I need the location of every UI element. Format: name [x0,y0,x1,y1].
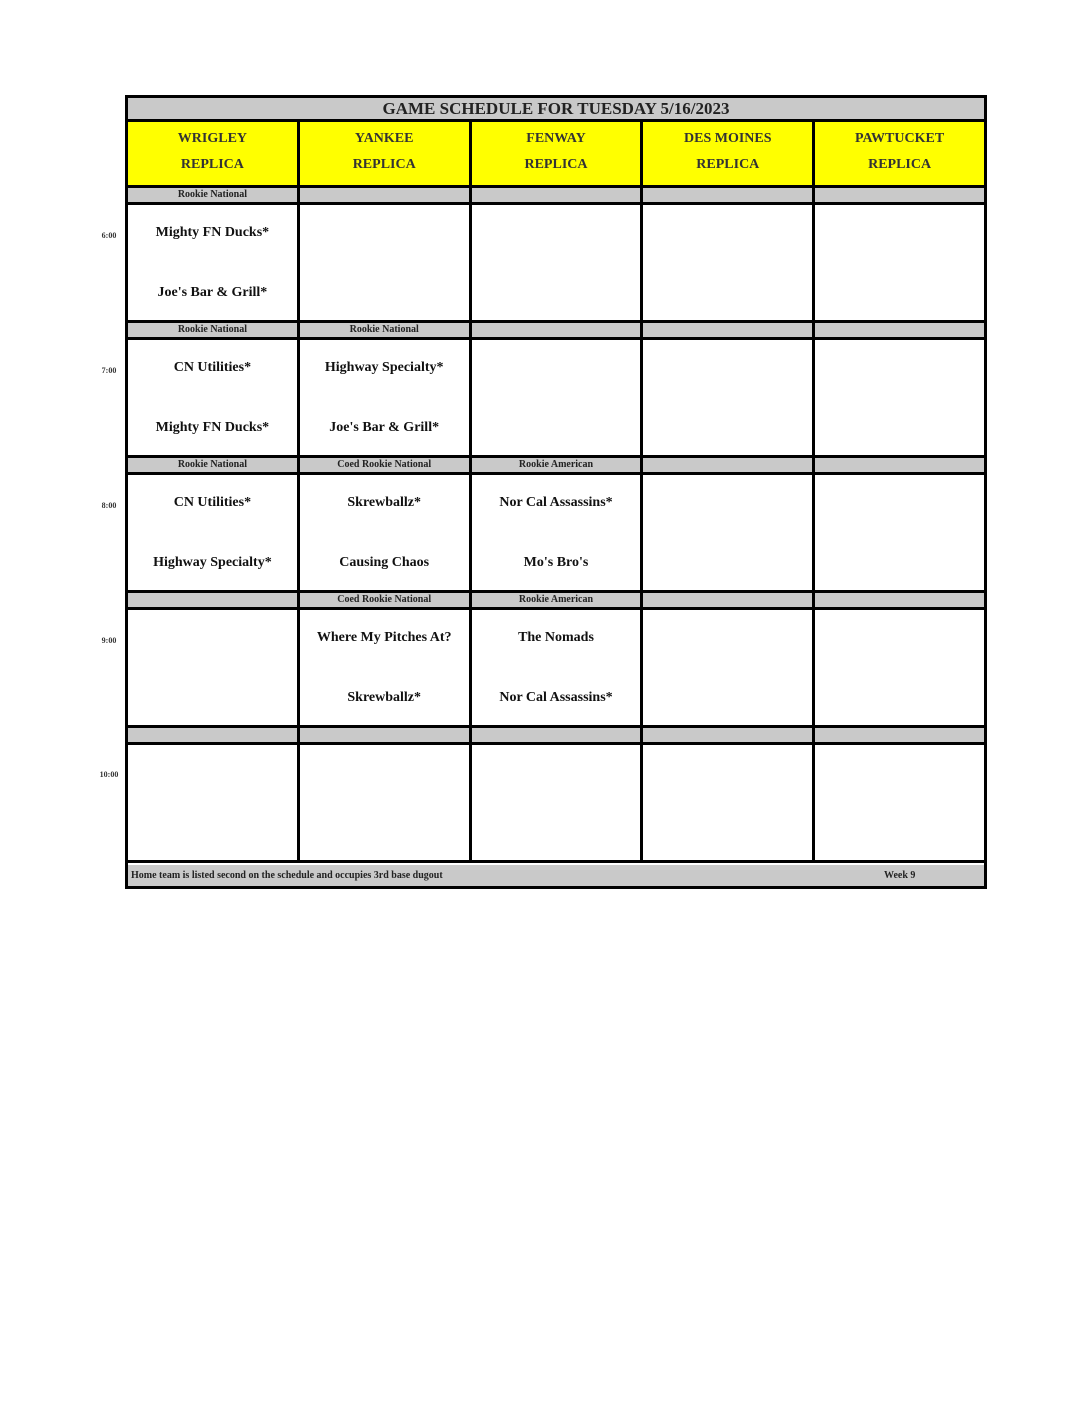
time-label-8pm: 8:00 [101,501,117,510]
field-name: YANKEE [354,131,414,146]
league-label [643,728,815,742]
league-row [128,323,984,340]
game-cell [300,610,472,725]
field-header-des-moines [643,122,815,185]
away-team: CN Utilities* [173,495,252,510]
field-type: REPLICA [352,157,416,172]
league-label [128,728,300,742]
time-slot-6pm [128,188,984,323]
field-header-row [128,122,984,188]
league-label [815,458,984,472]
away-team: Mighty FN Ducks* [155,225,270,240]
game-row [128,340,984,458]
schedule-table [125,95,987,889]
away-team: Nor Cal Assassins* [499,495,613,510]
field-header-fenway [472,122,644,185]
game-row [128,475,984,593]
game-cell [472,205,644,320]
game-cell [300,205,472,320]
time-slot-7pm [128,323,984,458]
away-team: The Nomads [518,630,594,645]
game-cell [300,745,472,860]
league-label [472,728,644,742]
away-team: Skrewballz* [347,495,422,510]
field-type: REPLICA [868,157,932,172]
field-name: WRIGLEY [177,131,248,146]
game-cell [472,475,644,590]
game-cell [815,340,984,455]
away-team: CN Utilities* [173,360,252,375]
time-label-7pm: 7:00 [101,366,117,375]
away-team: Where My Pitches At? [316,630,452,645]
league-label [472,188,644,202]
home-team: Joe's Bar & Grill* [157,285,268,300]
week-label: Week 9 [884,870,916,881]
time-label-10pm: 10:00 [99,770,119,779]
game-cell [300,475,472,590]
league-label [472,323,644,337]
league-label [815,188,984,202]
game-cell [472,340,644,455]
game-cell [472,745,644,860]
home-team: Mo's Bro's [523,555,589,570]
game-cell [815,745,984,860]
field-header-pawtucket [815,122,984,185]
home-team: Mighty FN Ducks* [155,420,270,435]
field-type: REPLICA [696,157,760,172]
league-label [815,728,984,742]
league-label [815,323,984,337]
field-name: DES MOINES [684,131,772,146]
league-row [128,728,984,745]
home-team-note: Home team is listed second on the schedule and occupies 3rd base dugout [131,870,443,881]
game-cell [643,610,815,725]
time-label-6pm: 6:00 [101,231,117,240]
league-label [300,728,472,742]
home-team: Causing Chaos [339,555,430,570]
league-label [643,458,815,472]
game-cell [643,205,815,320]
game-cell [128,610,300,725]
field-header-wrigley [128,122,300,185]
league-label [300,188,472,202]
league-label: Rookie National [128,458,300,472]
league-row [128,458,984,475]
game-cell [815,205,984,320]
league-label: Rookie National [128,323,300,337]
field-name: FENWAY [526,131,586,146]
league-label: Coed Rookie National [300,458,472,472]
league-label: Coed Rookie National [300,593,472,607]
game-cell [643,340,815,455]
game-cell [300,340,472,455]
home-team: Nor Cal Assassins* [499,690,613,705]
game-cell [472,610,644,725]
game-cell [128,745,300,860]
schedule-title: GAME SCHEDULE FOR TUESDAY 5/16/2023 [128,98,984,122]
time-slot-9pm [128,593,984,728]
game-cell [643,745,815,860]
time-label-9pm: 9:00 [101,636,117,645]
home-team: Highway Specialty* [153,555,272,570]
game-cell [815,475,984,590]
league-row [128,593,984,610]
league-label: Rookie American [472,458,644,472]
game-cell [128,340,300,455]
league-label: Rookie National [128,188,300,202]
time-slot-10pm [128,728,984,863]
league-label [643,593,815,607]
field-type: REPLICA [524,157,588,172]
league-label: Rookie American [472,593,644,607]
home-team: Skrewballz* [347,690,422,705]
league-label [815,593,984,607]
time-slot-8pm [128,458,984,593]
away-team: Highway Specialty* [324,360,444,375]
field-header-yankee [300,122,472,185]
game-cell [643,475,815,590]
field-name: PAWTUCKET [854,131,945,146]
game-row [128,610,984,728]
game-cell [128,475,300,590]
game-cell [128,205,300,320]
league-label [643,188,815,202]
game-cell [815,610,984,725]
home-team: Joe's Bar & Grill* [329,420,440,435]
field-type: REPLICA [180,157,244,172]
game-row [128,745,984,863]
game-row [128,205,984,323]
league-row [128,188,984,205]
league-label: Rookie National [300,323,472,337]
league-label [643,323,815,337]
schedule-footer [128,865,984,886]
league-label [128,593,300,607]
